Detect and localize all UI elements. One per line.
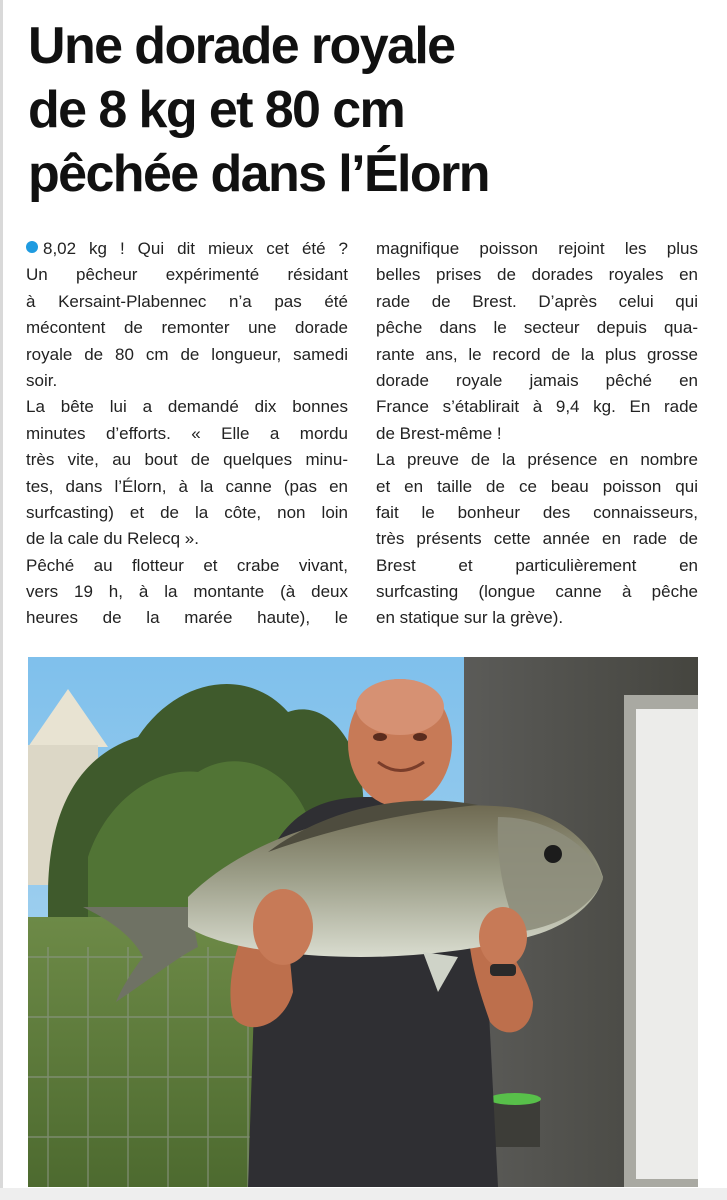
article-headline <box>28 14 708 206</box>
text-line: minutes d’efforts. « Elle a mordu <box>26 423 348 443</box>
text-line: dorade royale jamais pêché en <box>376 370 698 390</box>
text-line: vers 19 h, à la montante (à deux <box>26 582 348 602</box>
text-line: Un pêcheur expérimenté résidant <box>26 265 348 285</box>
text-line: Pêché au flotteur et crabe vivant, <box>26 555 348 575</box>
text-line: tes, dans l’Élorn, à la canne (pas en <box>26 476 348 496</box>
door-glass <box>636 709 698 1179</box>
text-line: heures de la marée haute), le <box>26 608 348 628</box>
lead-text: 8,02 kg ! Qui dit mieux cet été ? <box>43 239 348 258</box>
article-photo <box>28 657 698 1187</box>
text-line: rante ans, le record de la plus grosse <box>376 344 698 364</box>
text-line: à Kersaint-Plabennec n’a pas été <box>26 291 348 311</box>
text-line: royale de 80 cm de longueur, samedi <box>26 344 348 364</box>
text-line: France s’établirait à 9,4 kg. En rade <box>376 397 698 417</box>
article-column-left <box>26 236 348 632</box>
article-column-right <box>376 236 698 632</box>
text-line: belles prises de dorades royales en <box>376 265 698 285</box>
text-line: La bête lui a demandé dix bonnes <box>26 397 348 417</box>
text-line: fait le bonheur des connaisseurs, <box>376 502 698 522</box>
text-line: de Brest-même ! <box>376 423 502 443</box>
text-line: soir. <box>26 370 58 390</box>
man-right-hand <box>479 907 527 967</box>
man-left-hand <box>253 889 313 965</box>
text-line: Brest et particulièrement en <box>376 555 698 575</box>
text-line: mécontent de remonter une dorade <box>26 318 348 338</box>
text-line: surfcasting) et de la côte, non loin <box>26 502 348 522</box>
text-line <box>26 236 348 262</box>
text-line: magnifique poisson rejoint les plus <box>376 239 698 258</box>
text-line: de la cale du Relecq ». <box>26 529 199 549</box>
text-line: La preuve de la présence en nombre <box>376 450 698 470</box>
text-line: rade de Brest. D’après celui qui <box>376 291 698 311</box>
fish-eye <box>544 845 562 863</box>
wristwatch <box>490 964 516 976</box>
lead-bullet-icon <box>26 241 38 253</box>
page-bottom-strip <box>0 1188 727 1200</box>
text-line: et en taille de ce beau poisson qui <box>376 476 698 496</box>
headline-line-2: de 8 kg et 80 cm <box>28 81 405 139</box>
text-line: très présents cette année en rade de <box>376 529 698 549</box>
page-left-border <box>0 0 3 1200</box>
text-line: pêche dans le secteur depuis qua- <box>376 318 698 338</box>
text-line: très vite, au bout de quelques minu- <box>26 450 348 470</box>
headline-line-3: pêchée dans l’Élorn <box>28 145 489 203</box>
headline-line-1: Une dorade royale <box>28 17 455 75</box>
text-line: surfcasting (longue canne à pêche <box>376 582 698 602</box>
text-line: en statique sur la grève). <box>376 608 564 628</box>
